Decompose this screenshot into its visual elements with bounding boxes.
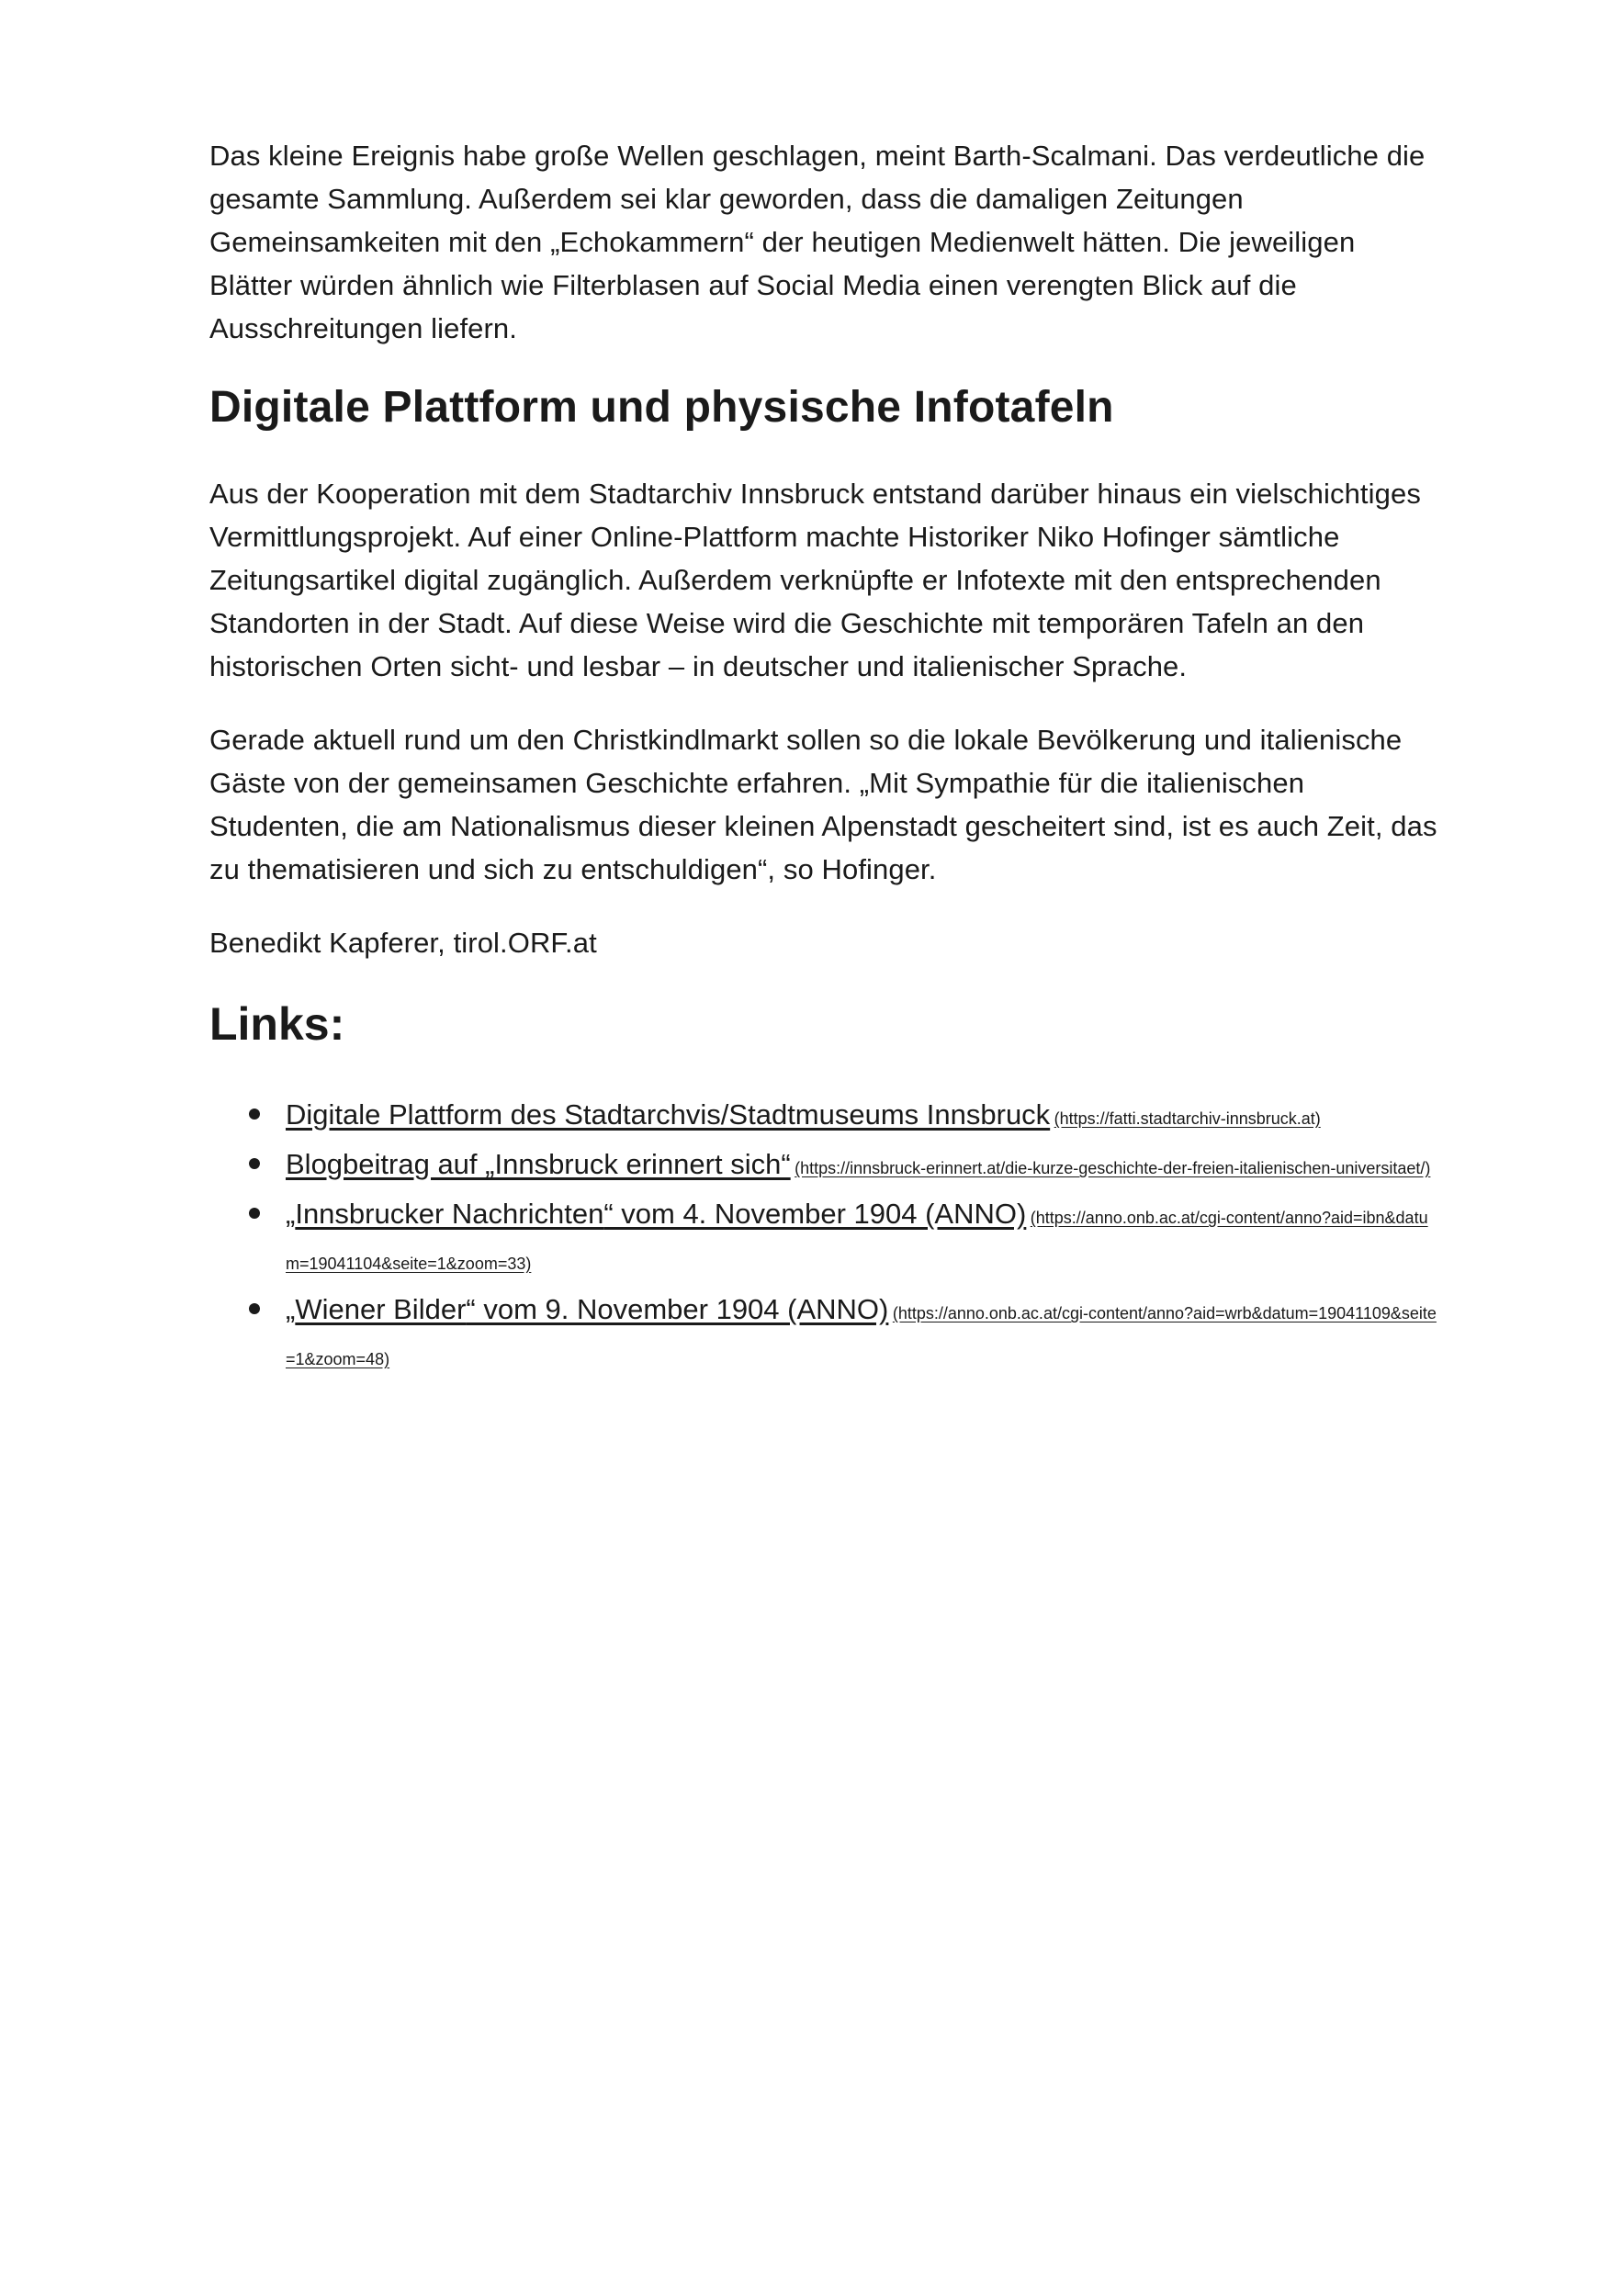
byline: Benedikt Kapferer, tirol.ORF.at xyxy=(209,927,597,959)
link-title[interactable]: Innsbrucker Nachrichten xyxy=(295,1198,604,1230)
link-url[interactable]: (https://anno.onb.ac.at/cgi-content/anno?aid=ibn&datum=19041104&seite=1&zoom=33) xyxy=(286,1209,1428,1273)
link-url[interactable]: (https://anno.onb.ac.at/cgi-content/anno?aid=wrb&datum=19041109&seite=1&zoom=48) xyxy=(286,1304,1437,1368)
link-item xyxy=(249,1192,1440,1288)
bullet-icon xyxy=(249,1208,260,1219)
article-page xyxy=(209,134,1440,1383)
link-item xyxy=(249,1288,1440,1383)
link-title-suffix[interactable]: “ vom 9. November 1904 (ANNO) xyxy=(466,1293,889,1325)
link-item xyxy=(249,1142,1440,1192)
link-title[interactable]: Wiener Bilder xyxy=(295,1293,467,1325)
article-paragraph: Aus der Kooperation mit dem Stadtarchiv Innsbruck entstand darüber hinaus ein vielschichtiges Vermittlungsprojekt. Auf einer Online-Plattform machte Historiker Niko Hofinger sämtliche Zeitungsartikel digital zugänglich. Außerdem verknüpfte er Infotexte mit den entsprechenden Standorten in der Stadt. Auf diese Weise wird die Geschichte mit temporären Tafeln an den historischen Orten sicht- und lesbar – in deutscher und italienischer Sprache. xyxy=(209,478,1421,682)
links-list xyxy=(209,1093,1440,1383)
link-prefix: „ xyxy=(286,1293,296,1325)
link-url[interactable]: (https://innsbruck-erinnert.at/die-kurze-geschichte-der-freien-italienischen-universitaet/) xyxy=(795,1159,1431,1177)
section-heading: Digitale Plattform und physische Infotafeln xyxy=(209,383,1114,432)
article-paragraph: Das kleine Ereignis habe große Wellen geschlagen, meint Barth-Scalmani. Das verdeutliche die gesamte Sammlung. Außerdem sei klar geworden, dass die damaligen Zeitungen Gemeinsamkeiten mit den „Echokammern“ der heutigen Medienwelt hätten. Die jeweiligen Blätter würden ähnlich wie Filterblasen auf Social Media einen verengten Blick auf die Ausschreitungen liefern. xyxy=(209,140,1426,344)
bullet-icon xyxy=(249,1158,260,1169)
bullet-icon xyxy=(249,1303,260,1314)
link-item xyxy=(249,1093,1440,1142)
link-title-suffix[interactable]: “ vom 4. November 1904 (ANNO) xyxy=(603,1198,1027,1230)
link-title[interactable]: Digitale Plattform des Stadtarchvis/Stadtmuseums Innsbruck xyxy=(286,1098,1051,1131)
link-prefix: „ xyxy=(286,1198,296,1230)
link-url[interactable]: (https://fatti.stadtarchiv-innsbruck.at) xyxy=(1054,1109,1321,1128)
link-title[interactable]: Blogbeitrag auf „Innsbruck erinnert sich“ xyxy=(286,1148,791,1180)
links-heading: Links: xyxy=(209,998,345,1050)
article-paragraph: Gerade aktuell rund um den Christkindlmarkt sollen so die lokale Bevölkerung und italienische Gäste von der gemeinsamen Geschichte erfahren. „Mit Sympathie für die italienischen Studenten, die am Nationalismus dieser kleinen Alpenstadt gescheitert sind, ist es auch Zeit, das zu thematisieren und sich zu entschuldigen“, so Hofinger. xyxy=(209,724,1437,885)
bullet-icon xyxy=(249,1109,260,1120)
